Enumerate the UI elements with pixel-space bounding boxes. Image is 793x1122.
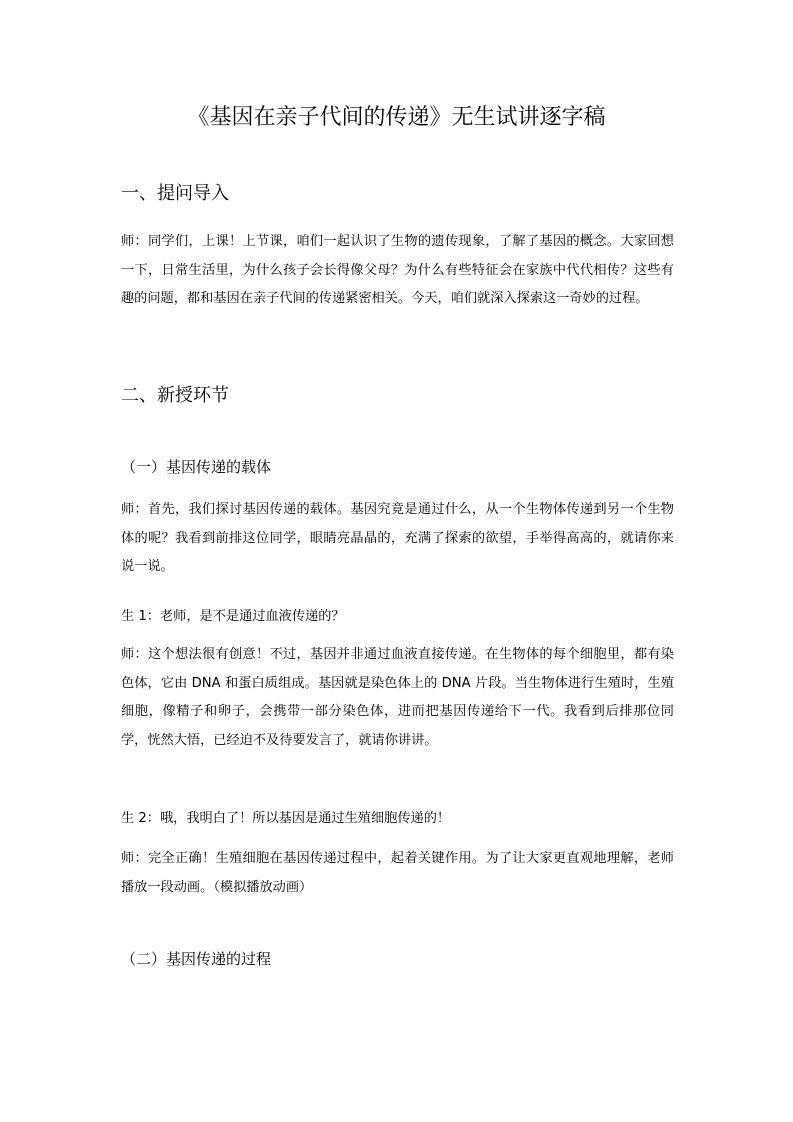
paragraph-student-2: 生 2：哦，我明白了！所以基因是通过生殖细胞传递的！ <box>121 811 451 826</box>
paragraph-teacher-question: 师：首先，我们探讨基因传递的载体。基因究竟是通过什么，从一个生物体传递到另一个生物体的呢？我看到前排这位同学，眼睛亮晶晶的，充满了探索的欲望，手举得高高的，就请你来说一说。 <box>121 502 674 574</box>
paragraph-teacher-confirm: 师：完全正确！生殖细胞在基因传递过程中，起着关键作用。为了让大家更直观地理解，老师播放一段动画。（模拟播放动画） <box>121 851 674 895</box>
section-heading-new-lesson: 二、新授环节 <box>121 385 229 406</box>
section-heading-intro: 一、提问导入 <box>121 183 229 204</box>
paragraph-student-1: 生 1：老师，是不是通过血液传递的？ <box>121 609 345 624</box>
paragraph-intro: 师：同学们，上课！上节课，咱们一起认识了生物的遗传现象，了解了基因的概念。大家回想一下，日常生活里，为什么孩子会长得像父母？为什么有些特征会在家族中代代相传？这些有趣的问题，都和基因在亲子代间的传递紧密相关。今天，咱们就深入探索这一奇妙的过程。 <box>121 234 674 306</box>
document-title: 《基因在亲子代间的传递》无生试讲逐字稿 <box>187 105 606 130</box>
paragraph-teacher-explanation: 师：这个想法很有创意！不过，基因并非通过血液直接传递。在生物体的每个细胞里，都有染色体，它由 DNA 和蛋白质组成。基因就是染色体上的 DNA 片段。当生物体进行生殖时，生殖细胞，像精子和卵子，会携带一部分染色体，进而把基因传递给下一代。我看到后排那位同学，恍然大悟，已经迫不及待要发言了，就请你讲讲。 <box>121 647 674 748</box>
subsection-heading-carrier: （一）基因传递的载体 <box>121 458 272 476</box>
subsection-heading-process: （二）基因传递的过程 <box>121 950 272 968</box>
